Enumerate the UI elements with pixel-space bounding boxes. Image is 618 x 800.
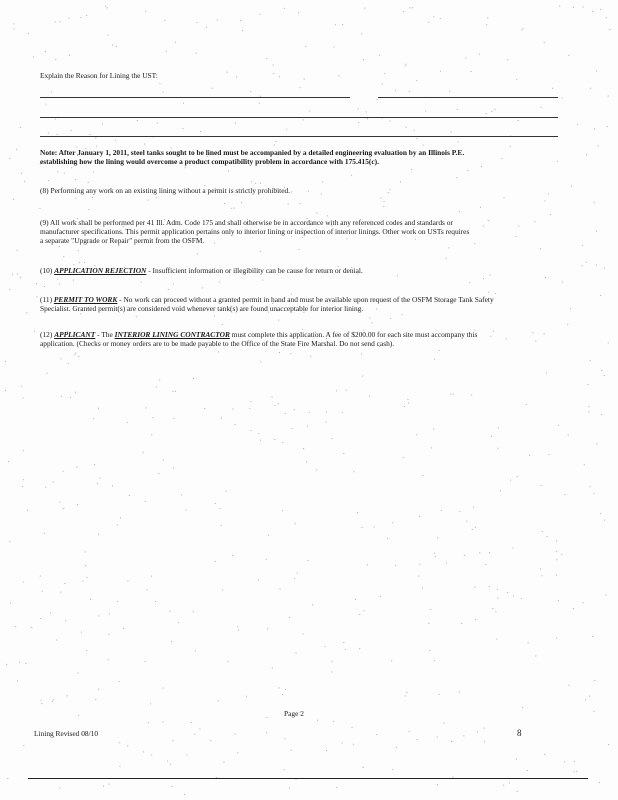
reason-line-3 <box>40 136 558 137</box>
item-10-text: - Insufficient information or illegibility can be cause for return or denial. <box>146 266 363 275</box>
reason-line-1a <box>40 97 350 98</box>
reason-line-2 <box>40 117 558 118</box>
item-11-title: PERMIT TO WORK <box>53 295 118 304</box>
item-9-line-2: manufacturer specifications. This permit application pertains only to interior lining or inspection of interior linings. Other work on USTs requires <box>40 227 470 236</box>
item-12-text-1: must complete this application. A fee of $200.00 for each site must accompany this <box>229 330 478 339</box>
item-12-number: (12) <box>40 330 53 339</box>
reason-label: Explain the Reason for Lining the UST: <box>40 71 158 80</box>
item-9-line-3: a separate "Upgrade or Repair" permit from the OSFM. <box>40 236 205 245</box>
item-11-line-1 <box>40 295 494 304</box>
item-12-contractor: INTERIOR LINING CONTRACTOR <box>114 330 230 339</box>
item-10-title: APPLICATION REJECTION <box>54 266 147 275</box>
note-line-2: establishing how the lining would overcome a product compatibility problem in accordance with 175.415(c). <box>40 157 379 166</box>
item-11-text-1: - No work can proceed without a granted permit in hand and must be available upon request of the OSFM Storage Tank Safety <box>117 295 494 304</box>
sheet-mark: 8 <box>517 728 522 738</box>
item-11-number: (11) <box>40 295 53 304</box>
item-10-number: (10) <box>40 266 53 275</box>
item-12-line-2: application. (Checks or money orders are to be made payable to the Office of the State Fire Marshal. Do not send cash). <box>40 339 395 348</box>
item-12-mid: - The <box>95 330 115 339</box>
item-12-title: APPLICANT <box>54 330 96 339</box>
item-10 <box>40 266 363 275</box>
item-11-line-2: Specialist. Granted permit(s) are considered void whenever tank(s) are found unacceptable for interior lining. <box>40 304 364 313</box>
reason-line-1b <box>378 97 558 98</box>
bottom-rule <box>28 778 588 779</box>
item-12-line-1 <box>40 330 477 339</box>
page-number: Page 2 <box>284 709 304 718</box>
item-9-line-1: (9) All work shall be performed per 41 Ill. Adm. Code 175 and shall otherwise be in accordance with any referenced codes and standards or <box>40 218 453 227</box>
note-line-1: Note: After January 1, 2011, steel tanks sought to be lined must be accompanied by a detailed engineering evaluation by an Illinois P.E. <box>40 148 465 157</box>
revision-footer: Lining Revised 08/10 <box>34 729 99 738</box>
item-8: (8) Performing any work on an existing lining without a permit is strictly prohibited. <box>40 186 291 195</box>
